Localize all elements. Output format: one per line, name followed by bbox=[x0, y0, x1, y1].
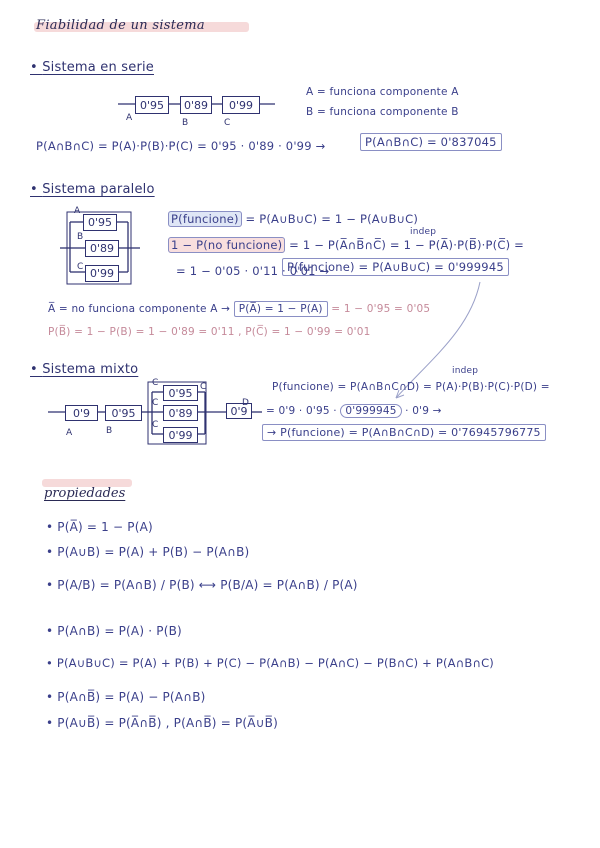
paralelo-note1-start: A̅ = no funciona componente A → bbox=[48, 303, 231, 315]
serie-component-a bbox=[135, 96, 169, 114]
paralelo-label-c: C bbox=[77, 262, 84, 272]
propiedad-4: • P(A∩B) = P(A) · P(B) bbox=[46, 624, 182, 638]
serie-component-c-value: 0'99 bbox=[228, 98, 254, 112]
paralelo-label-a: A bbox=[74, 206, 81, 216]
paralelo-label-b: B bbox=[77, 232, 84, 242]
mixto-component-c2 bbox=[163, 405, 198, 421]
mixto-heading-text: Sistema mixto bbox=[42, 362, 139, 377]
paralelo-line1 bbox=[168, 212, 418, 226]
serie-heading: • Sistema en serie bbox=[30, 60, 154, 75]
mixto-component-c3 bbox=[163, 427, 198, 443]
mixto-component-c2-value: 0'89 bbox=[168, 406, 193, 420]
mixto-component-a bbox=[65, 405, 98, 421]
mixto-result: → P(funcione) = P(A∩B∩C∩D) = 0'76945796775 bbox=[262, 424, 546, 441]
paralelo-line1-rest: = P(A∪B∪C) = 1 − P(A∪B∪C) bbox=[245, 212, 419, 226]
page-title: Fiabilidad de un sistema bbox=[36, 18, 205, 33]
serie-legend-b: B = funciona componente B bbox=[306, 106, 459, 118]
mixto-line2-end: · 0'9 → bbox=[405, 405, 442, 417]
paralelo-heading-text: Sistema paralelo bbox=[42, 182, 155, 197]
paralelo-note2: P(B̅) = 1 − P(B) = 1 − 0'89 = 0'11 , P(C̅) = 1 − 0'99 = 0'01 bbox=[48, 326, 371, 338]
propiedad-3: • P(A/B) = P(A∩B) / P(B) ⟷ P(B/A) = P(A∩B) / P(A) bbox=[46, 578, 358, 592]
mixto-component-d-value: 0'9 bbox=[230, 404, 248, 418]
serie-label-a: A bbox=[126, 113, 133, 123]
paralelo-component-c-value: 0'99 bbox=[89, 267, 115, 280]
paralelo-component-a-value: 0'95 bbox=[87, 216, 113, 229]
mixto-label-d: D bbox=[242, 398, 249, 408]
mixto-component-c1 bbox=[163, 385, 198, 401]
serie-formula: P(A∩B∩C) = P(A)·P(B)·P(C) = 0'95 · 0'89 · 0'99 → bbox=[36, 139, 326, 153]
mixto-component-a-value: 0'9 bbox=[72, 406, 91, 420]
serie-label-b: B bbox=[182, 118, 189, 128]
propiedad-6: • P(A∩B̅) = P(A) − P(A∩B) bbox=[46, 690, 206, 704]
serie-component-a-value: 0'95 bbox=[139, 98, 165, 112]
serie-heading-text: Sistema en serie bbox=[42, 60, 154, 75]
paralelo-line2 bbox=[168, 238, 524, 252]
mixto-line2 bbox=[266, 405, 442, 417]
mixto-label-c3: C bbox=[152, 420, 159, 430]
mixto-indep-note: indep bbox=[452, 366, 479, 376]
mixto-label-b: B bbox=[106, 426, 113, 436]
propiedad-1: • P(A̅) = 1 − P(A) bbox=[46, 520, 153, 534]
paralelo-line2-box: 1 − P(no funcione) bbox=[168, 237, 285, 253]
propiedades-heading: propiedades bbox=[44, 486, 126, 501]
propiedad-2: • P(A∪B) = P(A) + P(B) − P(A∩B) bbox=[46, 545, 250, 559]
paralelo-note1-box: P(A̅) = 1 − P(A) bbox=[234, 301, 328, 317]
mixto-component-b bbox=[105, 405, 142, 421]
paralelo-result: P(funcione) = P(A∪B∪C) = 0'999945 bbox=[282, 258, 509, 276]
paralelo-note1-rest: = 1 − 0'95 = 0'05 bbox=[331, 303, 431, 315]
paralelo-heading: • Sistema paralelo bbox=[30, 182, 155, 197]
mixto-component-c1-value: 0'95 bbox=[168, 386, 193, 400]
paralelo-note1 bbox=[48, 303, 430, 315]
paralelo-component-b bbox=[85, 240, 119, 257]
serie-component-b bbox=[180, 96, 212, 114]
mixto-label-a: A bbox=[66, 428, 73, 438]
serie-component-c bbox=[222, 96, 260, 114]
serie-label-c: C bbox=[224, 118, 231, 128]
paralelo-component-a bbox=[83, 214, 117, 231]
propiedad-7: • P(A∪B̅) = P(A̅∩B̅) , P(A∩B̅) = P(A̅∪B̅) bbox=[46, 716, 278, 730]
serie-result: P(A∩B∩C) = 0'837045 bbox=[360, 133, 502, 151]
serie-component-b-value: 0'89 bbox=[183, 98, 209, 112]
mixto-component-c3-value: 0'99 bbox=[168, 428, 193, 442]
propiedad-5: • P(A∪B∪C) = P(A) + P(B) + P(C) − P(A∩B) − P(A∩C) − P(B∩C) + P(A∩B∩C) bbox=[46, 656, 494, 670]
mixto-label-c1: C bbox=[152, 378, 159, 388]
mixto-line1: P(funcione) = P(A∩B∩C∩D) = P(A)·P(B)·P(C)·P(D) = bbox=[272, 381, 550, 393]
paralelo-line1-box: P(funcione) bbox=[168, 211, 242, 227]
paralelo-line3: = 1 − 0'05 · 0'11 · 0'01 → bbox=[176, 264, 330, 278]
mixto-line2-circle: 0'999945 bbox=[340, 404, 401, 418]
serie-legend-a: A = funciona componente A bbox=[306, 86, 459, 98]
paralelo-line2-rest: = 1 − P(A̅∩B̅∩C̅) = 1 − P(A̅)·P(B̅)·P(C̅) = bbox=[289, 238, 524, 252]
mixto-label-c: C bbox=[200, 382, 207, 392]
mixto-component-b-value: 0'95 bbox=[111, 406, 136, 420]
mixto-heading: • Sistema mixto bbox=[30, 362, 139, 377]
paralelo-indep-note: indep bbox=[410, 227, 437, 237]
paralelo-component-b-value: 0'89 bbox=[89, 242, 115, 255]
mixto-line2-start: = 0'9 · 0'95 · bbox=[266, 405, 337, 417]
paralelo-component-c bbox=[85, 265, 119, 282]
mixto-label-c2: C bbox=[152, 398, 159, 408]
